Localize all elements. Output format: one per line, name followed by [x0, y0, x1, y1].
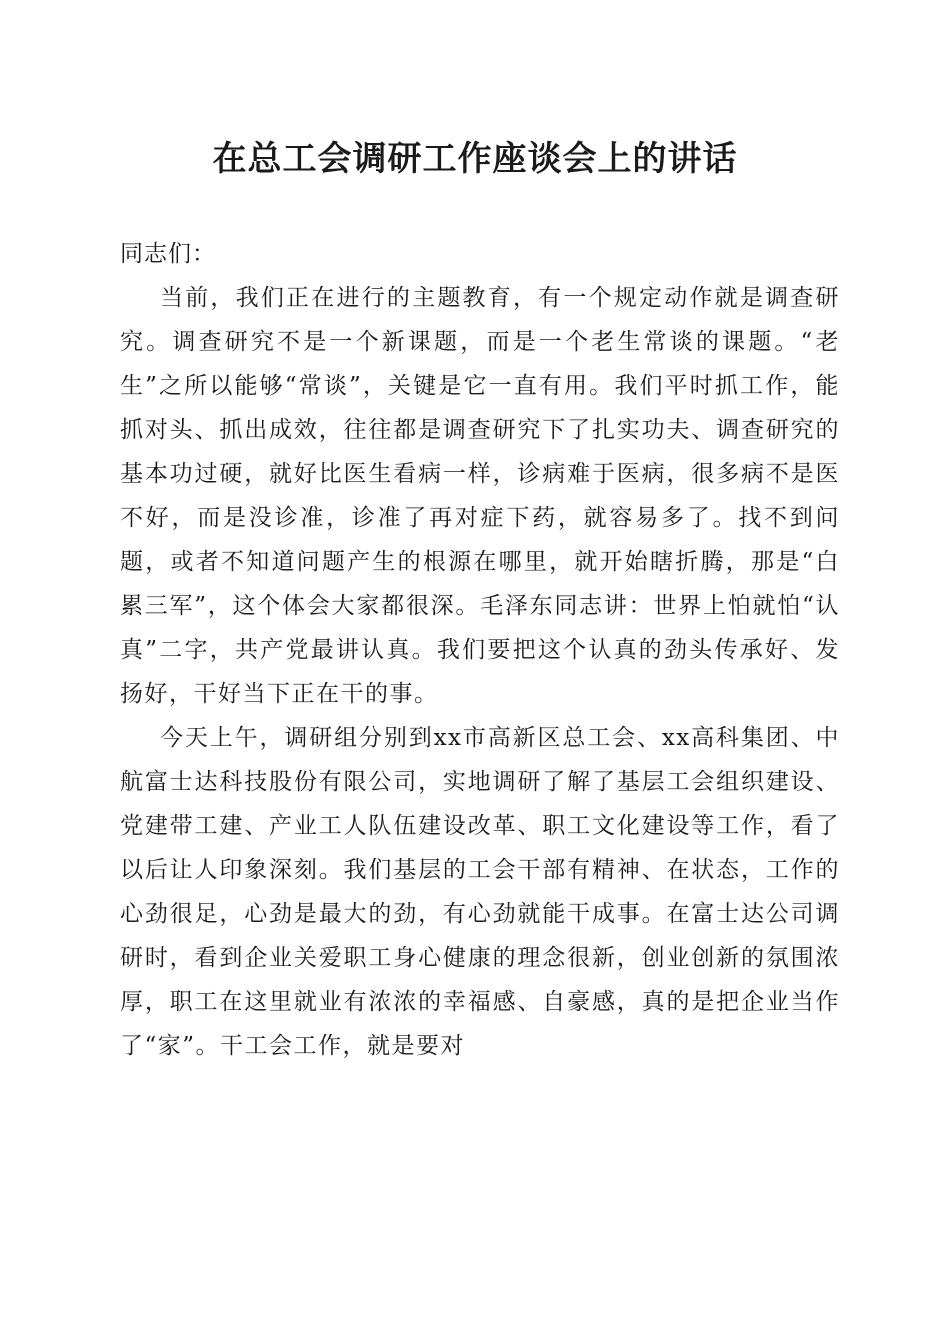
- paragraph: 当前，我们正在进行的主题教育，有一个规定动作就是调查研究。调查研究不是一个新课题，而是一个老生常谈的课题。“老生”之所以能够“常谈”，关键是它一直有用。我们平时抓工作，能抓对头、抓出成效，往往都是调查研究下了扎实功夫、调查研究的基本功过硬，就好比医生看病一样，诊病难于医病，很多病不是医不好，而是没诊准，诊准了再对症下药，就容易多了。找不到问题，或者不知道问题产生的根源在哪里，就开始瞎折腾，那是“白累三军”，这个体会大家都很深。毛泽东同志讲：世界上怕就怕“认真”二字，共产党最讲认真。我们要把这个认真的劲头传承好、发扬好，干好当下正在干的事。: [120, 285, 840, 707]
- document-body: [120, 232, 840, 1068]
- greeting: 同志们：: [120, 241, 216, 267]
- page-title: 在总工会调研工作座谈会上的讲话: [212, 139, 738, 179]
- paragraph: 今天上午，调研组分别到xx市高新区总工会、xx高科集团、中航富士达科技股份有限公司，实地调研了解了基层工会组织建设、党建带工建、产业工人队伍建设改革、职工文化建设等工作，看了以后让人印象深刻。我们基层的工会干部有精神、在状态，工作的心劲很足，心劲是最大的劲，有心劲就能干成事。在富士达公司调研时，看到企业关爱职工身心健康的理念很新，创业创新的氛围浓厚，职工在这里就业有浓浓的幸福感、自豪感，真的是把企业当作了“家”。干工会工作，就是要对: [120, 725, 840, 1059]
